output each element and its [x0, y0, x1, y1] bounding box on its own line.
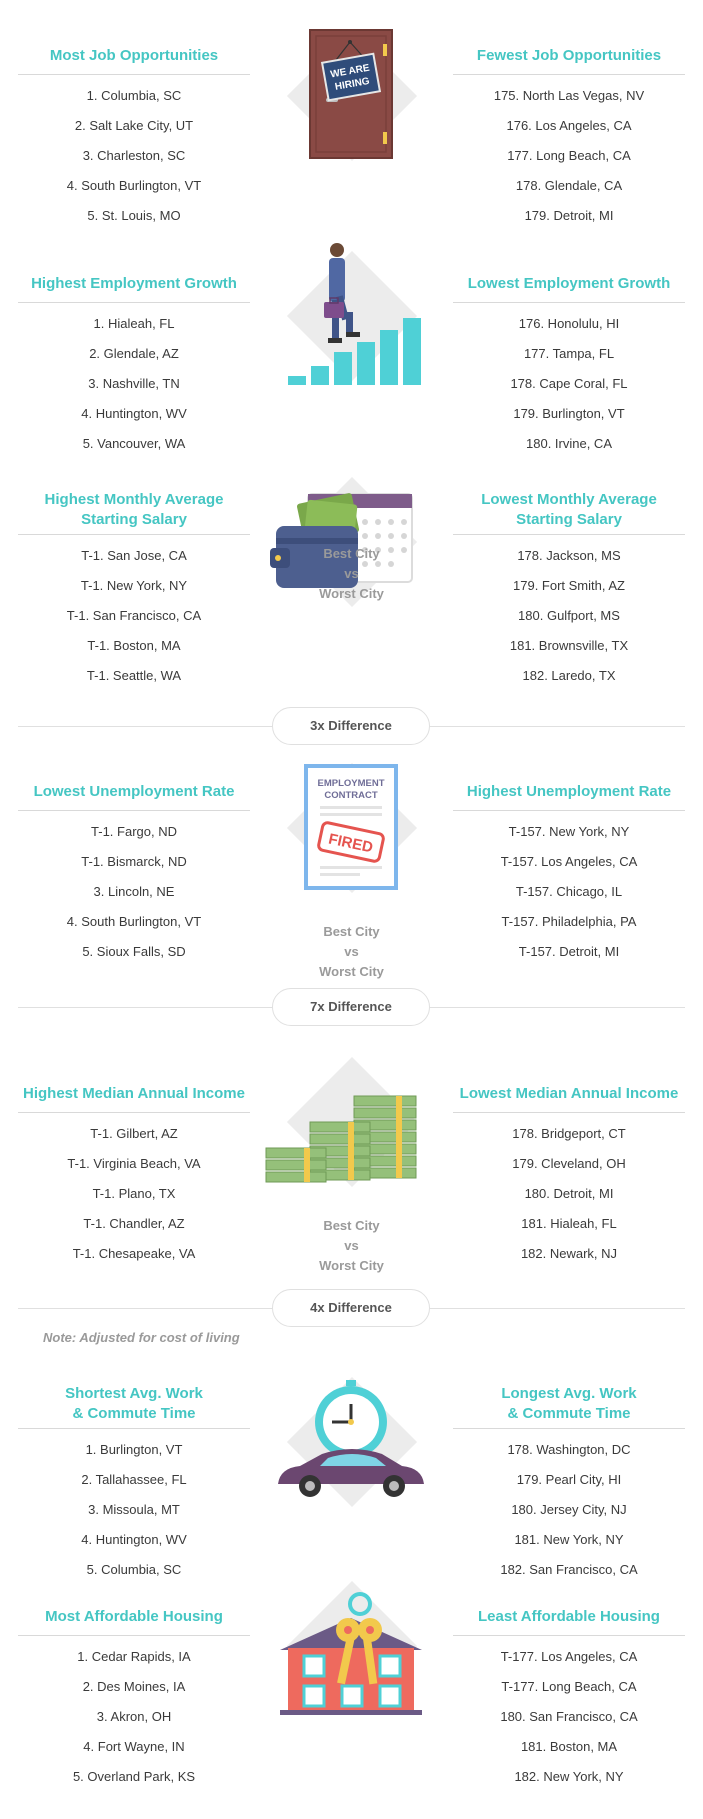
list-item: 178. Washington, DC — [507, 1442, 631, 1457]
right-column — [453, 490, 685, 691]
list-item: 181. Brownsville, TX — [509, 638, 629, 653]
bvw-line-1: Best City — [323, 1218, 380, 1233]
difference-badge: 7x Difference — [272, 988, 430, 1026]
title-line-2: Starting Salary — [516, 511, 622, 528]
title-text: Highest Unemployment Rate — [466, 783, 672, 800]
stairs-growth-icon — [270, 240, 433, 390]
list-item: 5. St. Louis, MO — [87, 208, 181, 223]
divider — [453, 810, 685, 811]
section-title — [453, 780, 685, 802]
list-item: 181. New York, NY — [514, 1532, 624, 1547]
list-item: T-1. Chandler, AZ — [83, 1216, 185, 1231]
list-item: 3. Akron, OH — [96, 1709, 172, 1724]
list-item: 5. Columbia, SC — [86, 1562, 182, 1577]
sign-line-2: HIRING — [334, 75, 371, 93]
section-title — [18, 1384, 250, 1424]
left-column — [18, 490, 250, 691]
divider — [18, 1428, 250, 1429]
list-item: T-157. Detroit, MI — [518, 944, 620, 959]
list-item: 179. Detroit, MI — [524, 208, 614, 223]
list-item: 176. Honolulu, HI — [518, 316, 620, 331]
list-item: 182. Laredo, TX — [522, 668, 616, 683]
left-column — [18, 1384, 250, 1585]
bvw-line-3: Worst City — [319, 964, 384, 979]
section-title — [453, 1384, 685, 1424]
left-column — [18, 780, 250, 967]
illustration — [270, 1376, 433, 1506]
list-item: 178. Glendale, CA — [515, 178, 623, 193]
list-item: 4. Huntington, WV — [81, 406, 187, 421]
right-column — [453, 44, 685, 231]
list-item: T-157. Chicago, IL — [515, 884, 623, 899]
title-text: Fewest Job Opportunities — [476, 47, 662, 64]
ranking-list — [18, 541, 250, 691]
list-item: 4. Huntington, WV — [81, 1532, 187, 1547]
clock-car-icon — [270, 1376, 433, 1506]
divider — [453, 1112, 685, 1113]
list-item: 1. Hialeah, FL — [93, 316, 175, 331]
list-item: 180. San Francisco, CA — [500, 1709, 638, 1724]
ranking-list — [453, 1642, 685, 1792]
list-item: T-1. San Jose, CA — [81, 548, 187, 563]
list-item: 178. Jackson, MS — [517, 548, 621, 563]
best-vs-worst-label — [270, 922, 433, 982]
list-item: 179. Fort Smith, AZ — [513, 578, 625, 593]
list-item: T-157. New York, NY — [508, 824, 630, 839]
list-item: 180. Jersey City, NJ — [511, 1502, 627, 1517]
bvw-line-1: Best City — [323, 546, 380, 561]
difference-badge: 4x Difference — [272, 1289, 430, 1327]
right-column — [453, 1605, 685, 1792]
list-item: 176. Los Angeles, CA — [506, 118, 632, 133]
list-item: 175. North Las Vegas, NV — [493, 88, 645, 103]
left-column — [18, 1082, 250, 1269]
title-text: Highest Employment Growth — [31, 275, 237, 292]
bvw-line-2: vs — [344, 944, 359, 959]
fired-stamp: FIRED — [326, 830, 375, 857]
best-vs-worst-label — [270, 544, 433, 604]
list-item: T-177. Los Angeles, CA — [500, 1649, 638, 1664]
title-line-1: Lowest Monthly Average — [481, 491, 657, 508]
list-item: T-1. Plano, TX — [92, 1186, 176, 1201]
title-text: Lowest Unemployment Rate — [33, 783, 235, 800]
list-item: 2. Glendale, AZ — [89, 346, 179, 361]
illustration — [270, 1060, 433, 1275]
list-item: 179. Burlington, VT — [513, 406, 625, 421]
section-title — [18, 272, 250, 294]
divider — [453, 1428, 685, 1429]
list-item: T-1. Bismarck, ND — [81, 854, 187, 869]
list-item: 1. Columbia, SC — [86, 88, 182, 103]
divider — [18, 1635, 250, 1636]
list-item: 179. Cleveland, OH — [512, 1156, 626, 1171]
ranking-list — [18, 309, 250, 459]
ranking-list — [453, 541, 685, 691]
divider — [18, 74, 250, 75]
list-item: 178. Cape Coral, FL — [510, 376, 628, 391]
house-keys-icon — [270, 1590, 433, 1720]
list-item: T-1. Boston, MA — [87, 638, 181, 653]
section-title — [453, 272, 685, 294]
list-item: 177. Tampa, FL — [523, 346, 615, 361]
list-item: T-1. San Francisco, CA — [66, 608, 202, 623]
list-item: T-1. Gilbert, AZ — [90, 1126, 178, 1141]
left-column — [18, 44, 250, 231]
list-item: T-1. Virginia Beach, VA — [67, 1156, 201, 1171]
list-item: 1. Cedar Rapids, IA — [77, 1649, 191, 1664]
contract-fired-icon — [270, 762, 433, 892]
bvw-line-3: Worst City — [319, 1258, 384, 1273]
divider — [453, 74, 685, 75]
section-title — [453, 1082, 685, 1104]
title-text: Most Job Opportunities — [49, 47, 219, 64]
right-column — [453, 272, 685, 459]
right-column — [453, 780, 685, 967]
list-item: 182. New York, NY — [514, 1769, 624, 1784]
title-line-1: Highest Monthly Average — [44, 491, 224, 508]
divider — [18, 810, 250, 811]
divider — [453, 534, 685, 535]
list-item: T-1. Fargo, ND — [91, 824, 177, 839]
section-title — [453, 44, 685, 66]
list-item: 4. Fort Wayne, IN — [83, 1739, 185, 1754]
illustration — [270, 482, 433, 607]
list-item: 5. Sioux Falls, SD — [82, 944, 186, 959]
list-item: 181. Boston, MA — [520, 1739, 618, 1754]
divider — [18, 1112, 250, 1113]
title-text: Lowest Median Annual Income — [459, 1085, 679, 1102]
ranking-list — [18, 81, 250, 231]
contract-line-2: CONTRACT — [324, 790, 378, 801]
bvw-line-2: vs — [344, 566, 359, 581]
list-item: 3. Missoula, MT — [88, 1502, 180, 1517]
section-title — [18, 44, 250, 66]
list-item: 180. Gulfport, MS — [518, 608, 620, 623]
title-text: Lowest Employment Growth — [467, 275, 671, 292]
title-text: Highest Median Annual Income — [23, 1085, 245, 1102]
section-title — [453, 490, 685, 530]
divider — [18, 302, 250, 303]
title-line-1: Longest Avg. Work — [501, 1385, 637, 1402]
footnote: Note: Adjusted for cost of living — [43, 1330, 240, 1345]
difference-badge: 3x Difference — [272, 707, 430, 745]
left-column — [18, 272, 250, 459]
illustration — [270, 240, 433, 390]
best-vs-worst-label — [270, 1216, 433, 1276]
list-item: 182. San Francisco, CA — [500, 1562, 638, 1577]
list-item: 180. Detroit, MI — [524, 1186, 614, 1201]
illustration — [270, 762, 433, 977]
title-text: Most Affordable Housing — [45, 1608, 223, 1625]
list-item: 177. Long Beach, CA — [507, 148, 631, 163]
section-title — [18, 780, 250, 802]
bvw-line-1: Best City — [323, 924, 380, 939]
contract-line-1: EMPLOYMENT — [317, 778, 385, 789]
illustration — [270, 1590, 433, 1720]
ranking-list — [453, 309, 685, 459]
list-item: 2. Des Moines, IA — [82, 1679, 186, 1694]
title-line-2: Starting Salary — [81, 511, 187, 528]
ranking-list — [18, 1642, 250, 1792]
ranking-list — [453, 81, 685, 231]
sign-line-1: WE ARE — [329, 62, 371, 81]
right-column — [453, 1082, 685, 1269]
section-title — [18, 490, 250, 530]
list-item: 2. Tallahassee, FL — [81, 1472, 187, 1487]
divider — [453, 302, 685, 303]
list-item: 3. Nashville, TN — [88, 376, 180, 391]
title-line-2: & Commute Time — [72, 1405, 196, 1422]
list-item: T-157. Philadelphia, PA — [501, 914, 637, 929]
list-item: 2. Salt Lake City, UT — [74, 118, 194, 133]
section-title — [18, 1082, 250, 1104]
list-item: 1. Burlington, VT — [85, 1442, 183, 1457]
ranking-list — [453, 1119, 685, 1269]
list-item: 182. Newark, NJ — [520, 1246, 618, 1261]
list-item: T-1. Seattle, WA — [86, 668, 182, 683]
ranking-list — [18, 817, 250, 967]
ranking-list — [453, 817, 685, 967]
title-text: Least Affordable Housing — [478, 1608, 660, 1625]
list-item: 4. South Burlington, VT — [66, 178, 202, 193]
list-item: T-157. Los Angeles, CA — [500, 854, 638, 869]
right-column — [453, 1384, 685, 1585]
left-column — [18, 1605, 250, 1792]
section-title — [453, 1605, 685, 1627]
illustration — [270, 22, 433, 167]
door-hiring-icon — [270, 22, 433, 167]
list-item: 5. Overland Park, KS — [72, 1769, 196, 1784]
list-item: 3. Charleston, SC — [82, 148, 186, 163]
bvw-line-3: Worst City — [319, 586, 384, 601]
ranking-list — [18, 1119, 250, 1269]
ranking-list — [18, 1435, 250, 1585]
list-item: 178. Bridgeport, CT — [512, 1126, 626, 1141]
bvw-line-2: vs — [344, 1238, 359, 1253]
section-title — [18, 1605, 250, 1627]
title-line-1: Shortest Avg. Work — [65, 1385, 203, 1402]
list-item: 5. Vancouver, WA — [82, 436, 186, 451]
ranking-list — [453, 1435, 685, 1585]
list-item: 180. Irvine, CA — [526, 436, 612, 451]
divider — [453, 1635, 685, 1636]
list-item: T-177. Long Beach, CA — [501, 1679, 637, 1694]
list-item: 4. South Burlington, VT — [66, 914, 202, 929]
divider — [18, 534, 250, 535]
list-item: T-1. Chesapeake, VA — [72, 1246, 196, 1261]
list-item: 3. Lincoln, NE — [93, 884, 175, 899]
title-line-2: & Commute Time — [507, 1405, 631, 1422]
list-item: T-1. New York, NY — [80, 578, 188, 593]
list-item: 181. Hialeah, FL — [521, 1216, 617, 1231]
money-stacks-icon — [270, 1060, 433, 1190]
list-item: 179. Pearl City, HI — [516, 1472, 622, 1487]
